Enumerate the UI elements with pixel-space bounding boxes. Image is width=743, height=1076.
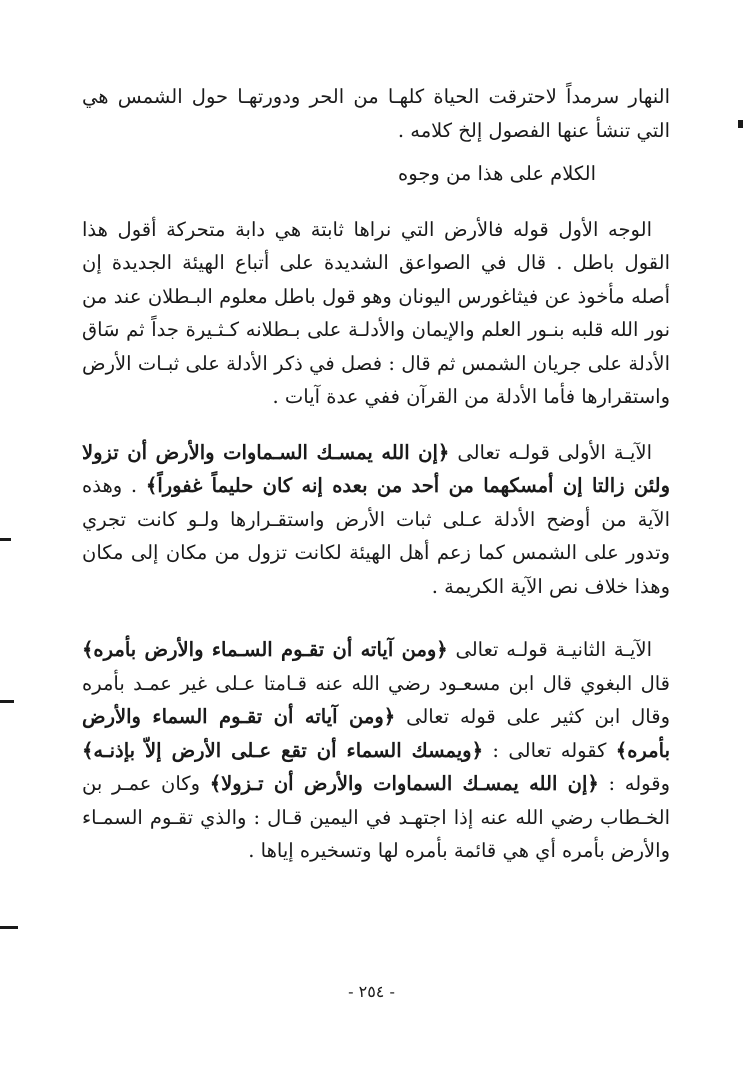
paragraph-4-text: كقوله تعالى : xyxy=(483,738,616,762)
margin-mark-1 xyxy=(0,538,11,541)
paragraph-3 xyxy=(82,436,670,604)
paragraph-4-text: وكان عمـر بن الخـطاب رضي الله عنه إذا اجتهـد في اليمين قـال : والذي تقـوم السمـاء والأرض بأمره أي هي قائمة بأمره لها وتسخيره إياها . xyxy=(82,772,670,862)
quran-verse: ﴿إن الله يمسـك السماوات والأرض أن تـزولا﴾ xyxy=(209,772,599,795)
quran-verse: ﴿إن الله يمسـك السـماوات والأرض أن تزولا ولئن زالتا إن أمسكهما من أحد من بعده إنه كان حليماً غفوراً﴾ xyxy=(82,440,670,497)
margin-mark-2 xyxy=(0,700,14,703)
paragraph-2-text: الوجه الأول قوله فالأرض التي نراها ثابتة هي دابة متحركة أقول هذا القول باطل . قال في الصواعق الشديدة على أتباع الهيئة الجديدة إن أصله مأخوذ عن فيثاغورس اليونان وهو قول باطل معلوم البـطلان عند من نور الله قلبه بنـور العلم والإيمان والأدلـة على بـطلانه كـثـيرة جداً ثم سَاق الأدلة على جريان الشمس ثم قال : فصل في ذكر الأدلة على ثبـات الأرض واستقرارها فأما الأدلة من القرآن ففي عدة آيات . xyxy=(82,217,670,408)
paragraph-4 xyxy=(82,633,670,868)
margin-mark-3 xyxy=(0,926,18,929)
quran-verse: ﴿ومن آياته أن تقـوم السماء والأرض بأمره﴾ xyxy=(82,705,670,762)
paragraph-1: النهار سرمداً لاحترقت الحياة كلهـا من الحر ودورتهـا حول الشمس هي التي تنشأ عنها الفصول إلخ كلامه . xyxy=(82,85,670,142)
paragraph-3-rest: . وهذه الآية من أوضح الأدلة عـلى ثبات الأرض واستقـرارها ولـو كانت تجري وتدور على الشمس كما زعم أهل الهيئة لكانت تزول من مكان إلى مكان وهذا خلاف نص الآية الكريمة . xyxy=(82,474,670,598)
page-body xyxy=(82,80,670,868)
quran-verse: ﴿ويمسك السماء أن تقع عـلى الأرض إلاّ بإذنـه﴾ xyxy=(82,738,484,762)
page-number: - ٢٥٤ - xyxy=(348,982,395,1001)
paragraph-4-text: قال البغوي قال ابن مسعـود رضي الله عنه قـامتا عـلى غير عمـد بأمره وقال ابن كثير على قوله تعالى xyxy=(82,671,670,728)
paragraph-2 xyxy=(82,213,670,414)
paragraph-4-text: وقوله : xyxy=(598,772,670,795)
section-heading: الكلام على هذا من وجوه xyxy=(398,162,596,185)
margin-mark-right xyxy=(738,120,743,128)
quran-verse: ﴿ومن آياته أن تقـوم السـماء والأرض بأمره﴾ xyxy=(82,638,448,661)
paragraph-4-intro: الآيـة الثانيـة قولـه تعالى xyxy=(455,638,652,661)
paragraph-3-intro: الآيـة الأولى قولـه تعالى xyxy=(457,440,653,464)
